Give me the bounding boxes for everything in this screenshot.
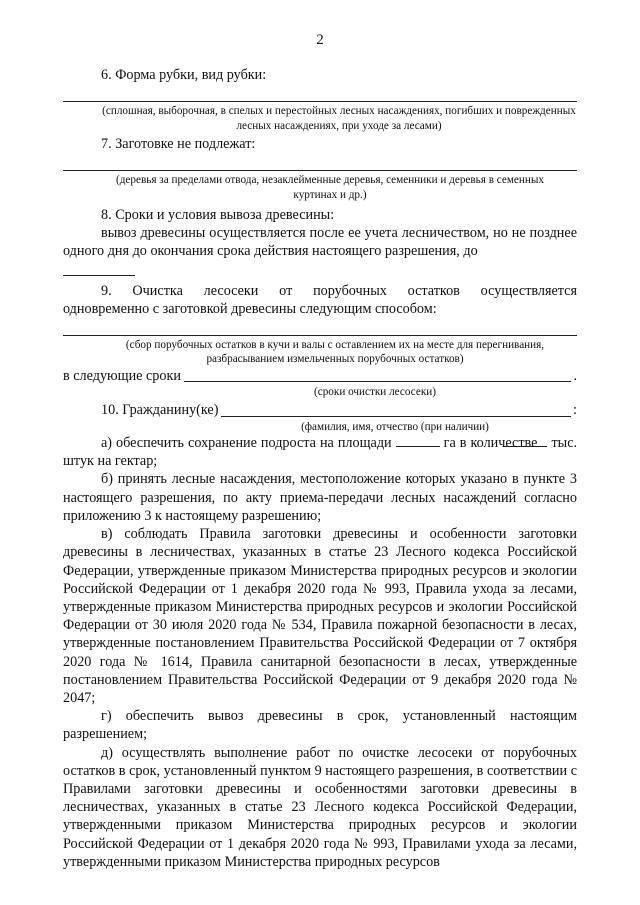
document-body: [63, 66, 577, 871]
item-a-text-2: га в количестве: [443, 435, 538, 452]
section-10-title: 10. Гражданину(ке): [101, 402, 219, 419]
section-10-item-b: б) принять лесные насаждения, местоположение которых указано в пункте 3 настоящего разрешения, по акту приема-передачи лесных насаждений согласно приложению 3 к настоящему разрешению;: [63, 471, 577, 524]
section-10-title-row: [63, 401, 577, 419]
section-10-item-a: [63, 434, 577, 470]
section-6-blank-line[interactable]: [63, 84, 577, 102]
section-10-name-blank[interactable]: [221, 402, 571, 417]
section-7-title: 7. Заготовке не подлежат:: [101, 136, 256, 153]
section-9-terms-caption: (сроки очистки лесосеки): [314, 386, 436, 399]
section-6-caption: (сплошная, выборочная, в спелых и перестойных лесных насаждениях, погибших и поврежденных лесных насаждениях, при уходе за лесами): [102, 105, 576, 132]
section-8-title: 8. Сроки и условия вывоза древесины:: [101, 207, 335, 224]
section-10-item-d: г) обеспечить вывоз древесины в срок, установленный настоящим разрешением;: [63, 708, 577, 743]
section-9-line-2: одновременно с заготовкой древесины следующим способом:: [63, 300, 437, 317]
item-a-text-1: а) обеспечить сохранение подроста на площади: [101, 435, 392, 452]
section-10-item-e: д) осуществлять выполнение работ по очистке лесосеки от порубочных остатков в срок, установленный пунктом 9 настоящего разрешения, в соответствии с Правилами заготовки древесины и особенностями заготовки древесины в лесничествах, указанных в статье 23 Лесного кодекса Российской Федерации, утвержденными приказом Министерства природных ресурсов и экологии Российской Федерации от 1 декабря 2020 года № 993, Правилами ухода за лесами, утвержденными приказом Министерства природных ресурсов: [63, 744, 577, 870]
section-8-date-blank[interactable]: [63, 261, 135, 276]
section-7-blank-line[interactable]: [63, 153, 577, 171]
section-9-terms-end: .: [573, 367, 577, 384]
page-number: 2: [316, 32, 324, 48]
section-7-caption: (деревья за пределами отвода, незаклейменные деревья, семенники и деревья в семенных куртинах и др.): [116, 174, 544, 201]
section-6-title: 6. Форма рубки, вид рубки:: [101, 67, 267, 83]
section-9-terms-row: [63, 367, 577, 385]
item-a-area-blank[interactable]: [396, 434, 440, 447]
section-9-blank-line[interactable]: [63, 318, 577, 336]
section-10-title-end: :: [573, 402, 577, 419]
section-9-line-1: 9. Очистка лесосеки от порубочных остатков осуществляется: [101, 282, 577, 299]
section-9-terms-blank[interactable]: [184, 367, 571, 382]
item-a-count-blank[interactable]: [503, 434, 547, 447]
item-a-text-3: тыс. штук на гектар;: [63, 435, 578, 470]
section-10-caption: (фамилия, имя, отчество (при наличии): [301, 420, 489, 433]
section-10-item-c: в) соблюдать Правила заготовки древесины и особенности заготовки древесины в лесничествах, указанных в статье 23 Лесного кодекса Российской Федерации, утвержденные приказом Министерства природных ресурсов и экологии Российской Федерации от 1 декабря 2020 года № 993, Правила ухода за лесами, утвержденные приказом Министерства природных ресурсов и экологии Российской Федерации от 30 июля 2020 года № 534, Правила пожарной безопасности в лесах, утвержденные постановлением Правительства Российской Федерации от 7 октября 2020 года № 1614, Правила санитарной безопасности в лесах, утвержденные постановлением Правительства Российской Федерации от 9 декабря 2020 года № 2047;: [63, 526, 577, 706]
section-9-caption: (сбор порубочных остатков в кучи и валы с оставлением их на месте для перегнивания, разбрасыванием измельченных порубочных остатков): [125, 339, 545, 366]
section-9-terms-label: в следующие сроки: [63, 367, 181, 384]
section-8-text: вывоз древесины осуществляется после ее учета лесничеством, но не позднее одного дня до окончания срока действия настоящего разрешения, до: [63, 225, 577, 260]
